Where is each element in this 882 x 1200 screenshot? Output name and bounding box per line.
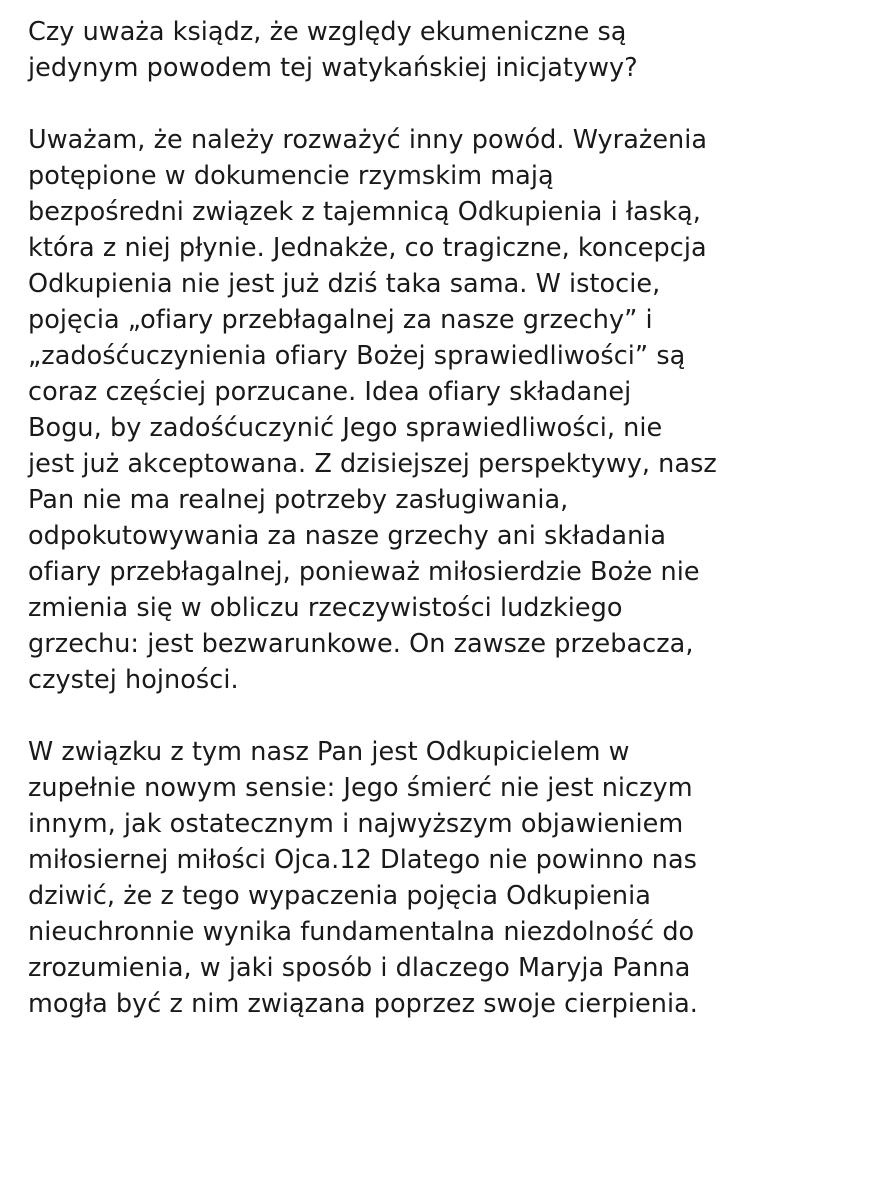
text-line: zupełnie nowym sensie: Jego śmierć nie jest niczym	[28, 773, 693, 803]
paragraph-question	[28, 14, 868, 86]
paragraph-gap	[28, 698, 868, 734]
text-line: Pan nie ma realnej potrzeby zasługiwania,	[28, 485, 569, 515]
text-line: bezpośredni związek z tajemnicą Odkupienia i łaską,	[28, 197, 701, 227]
text-line: czystej hojności.	[28, 665, 239, 695]
paragraph-continuation	[28, 734, 868, 1022]
text-line: mogła być z nim związana poprzez swoje cierpienia.	[28, 989, 698, 1019]
text-line: odpokutowywania za nasze grzechy ani składania	[28, 521, 667, 551]
text-line: Bogu, by zadośćuczynić Jego sprawiedliwości, nie	[28, 413, 663, 443]
text-line: potępione w dokumencie rzymskim mają	[28, 161, 554, 191]
document-text	[28, 14, 868, 1022]
text-line: Odkupienia nie jest już dziś taka sama. W istocie,	[28, 269, 661, 299]
text-line: coraz częściej porzucane. Idea ofiary składanej	[28, 377, 632, 407]
text-line: ofiary przebłagalnej, ponieważ miłosierdzie Boże nie	[28, 557, 700, 587]
text-line: zrozumienia, w jaki sposób i dlaczego Maryja Panna	[28, 953, 691, 983]
text-line: nieuchronnie wynika fundamentalna niezdolność do	[28, 917, 695, 947]
text-line: jest już akceptowana. Z dzisiejszej perspektywy, nasz	[28, 449, 717, 479]
text-line: pojęcia „ofiary przebłagalnej za nasze grzechy” i	[28, 305, 653, 335]
paragraph-answer	[28, 122, 868, 698]
text-line: Czy uważa ksiądz, że względy ekumeniczne są	[28, 17, 627, 47]
paragraph-gap	[28, 86, 868, 122]
text-line: dziwić, że z tego wypaczenia pojęcia Odkupienia	[28, 881, 651, 911]
text-line: która z niej płynie. Jednakże, co tragiczne, koncepcja	[28, 233, 707, 263]
text-line: grzechu: jest bezwarunkowe. On zawsze przebacza,	[28, 629, 694, 659]
text-line: innym, jak ostatecznym i najwyższym objawieniem	[28, 809, 684, 839]
text-line: „zadośćuczynienia ofiary Bożej sprawiedliwości” są	[28, 341, 686, 371]
text-line: Uważam, że należy rozważyć inny powód. Wyrażenia	[28, 125, 708, 155]
text-line: jedynym powodem tej watykańskiej inicjatywy?	[28, 53, 638, 83]
text-line: W związku z tym nasz Pan jest Odkupicielem w	[28, 737, 630, 767]
text-line: zmienia się w obliczu rzeczywistości ludzkiego	[28, 593, 623, 623]
text-line: miłosiernej miłości Ojca.12 Dlatego nie powinno nas	[28, 845, 697, 875]
